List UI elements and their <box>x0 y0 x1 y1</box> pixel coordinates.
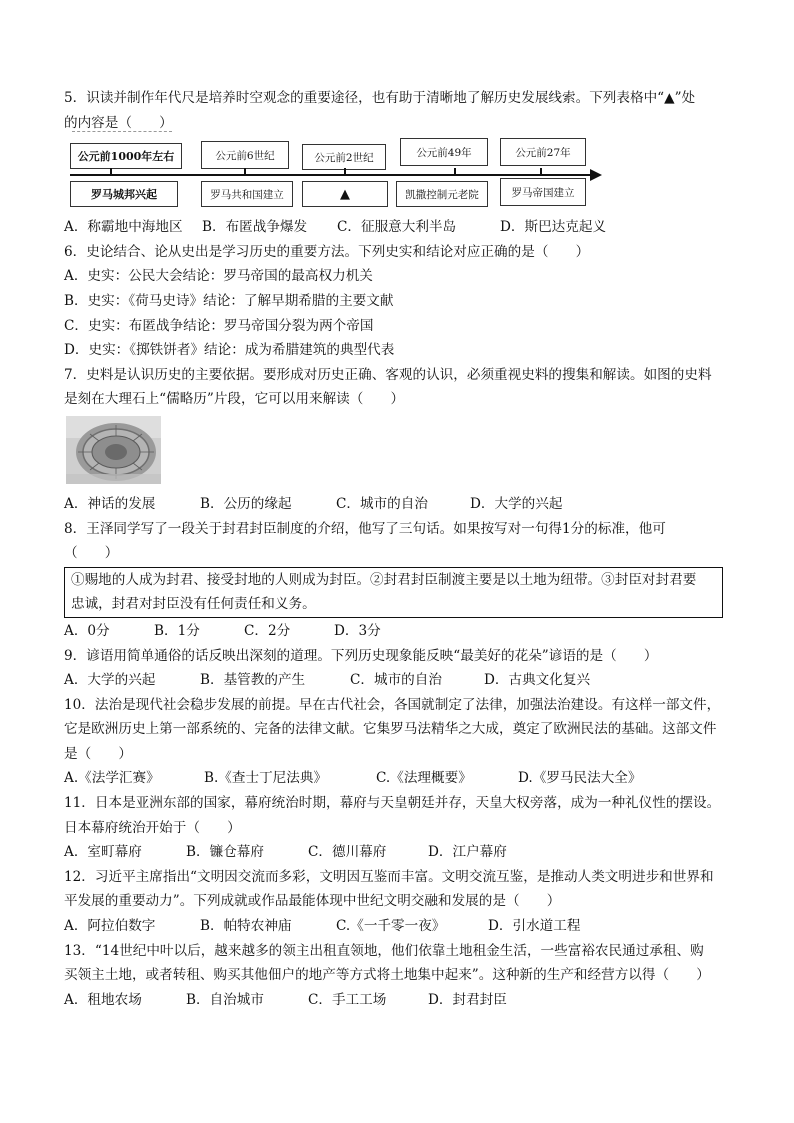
q8-options <box>64 619 740 644</box>
q9-option-b[interactable]: B．基管教的产生 <box>200 672 306 689</box>
question-13 <box>64 939 740 1013</box>
timeline-date-2: 公元前6世纪 <box>201 141 289 169</box>
timeline-axis <box>70 174 592 176</box>
q9-option-a[interactable]: A．大学的兴起 <box>64 672 156 689</box>
q11-option-c[interactable]: C．德川幕府 <box>308 844 387 861</box>
q13-stem-line2: 买领主土地，或者转租、购买其他佃户的地产等方式将土地集中起来”。这种新的生产和经营方以得（ ） <box>64 967 710 984</box>
q13-option-c[interactable]: C．手工工场 <box>308 991 387 1008</box>
timeline-date-4: 公元前49年 <box>400 138 488 166</box>
q12-stem-line1: 12．习近平主席指出“文明因交流而多彩，文明因互鉴而丰富。文明交流互鉴，是推动人类文明进步和世界和 <box>64 868 714 885</box>
q12-option-d[interactable]: D．引水道工程 <box>488 918 581 935</box>
q9-option-c[interactable]: C．城市的自治 <box>350 672 442 689</box>
q6-option-d[interactable]: D．史实：《掷铁饼者》结论：成为希腊建筑的典型代表 <box>64 342 395 359</box>
q8-stem-line1: 8．王泽同学写了一段关于封君封臣制度的介绍，他写了三句话。如果按写对一句得1分的标准，他可 <box>64 520 666 537</box>
q10-stem-line3: 是（ ） <box>64 745 132 762</box>
timeline-event-4: 凯撒控制元老院 <box>396 181 488 207</box>
q8-box-line2: 忠诚，封君对封臣没有任何责任和义务。 <box>71 596 316 613</box>
question-8 <box>64 517 740 644</box>
q9-option-d[interactable]: D．古典文化复兴 <box>484 672 591 689</box>
timeline-date-5: 公元前27年 <box>500 138 586 166</box>
q10-stem-line2: 它是欧洲历史上第一部系统的、完备的法律文献。它集罗马法精华之大成，奠定了欧洲民法的基础。这部文件 <box>64 721 717 738</box>
q6-stem: 6．史论结合、论从史出是学习历史的重要方法。下列史实和结论对应正确的是（ ） <box>64 243 590 260</box>
question-6 <box>64 240 740 363</box>
q11-option-a[interactable]: A．室町幕府 <box>64 844 142 861</box>
question-9 <box>64 644 740 693</box>
timeline-date-3: 公元前2世纪 <box>302 144 386 170</box>
q13-option-a[interactable]: A．租地农场 <box>64 991 142 1008</box>
q7-options <box>64 492 740 517</box>
q10-option-c[interactable]: C.《法理概要》 <box>376 770 472 787</box>
q12-options <box>64 914 740 939</box>
timeline-tick <box>454 168 456 176</box>
q13-stem-line1: 13．“14世纪中叶以后，越来越多的领主出租直领地，他们依靠土地租金生活，一些富裕农民通过承租、购 <box>64 942 704 959</box>
q11-options <box>64 840 740 865</box>
q7-option-b[interactable]: B．公历的缘起 <box>200 495 292 512</box>
q7-stem-line1: 7．史料是认识历史的主要依据。要形成对历史正确、客观的认识，必须重视史料的搜集和解读。如图的史料 <box>64 366 712 383</box>
q13-options <box>64 988 740 1013</box>
q7-option-c[interactable]: C．城市的自治 <box>336 495 428 512</box>
q8-statement-box <box>64 567 723 618</box>
timeline-event-5: 罗马帝国建立 <box>500 178 586 206</box>
q9-stem: 9．谚语用简单通俗的话反映出深刻的道理。下列历史现象能反映“最美好的花朵”谚语的是（ ） <box>64 647 658 664</box>
q10-options <box>64 766 740 791</box>
q12-option-a[interactable]: A．阿拉伯数字 <box>64 918 156 935</box>
q11-option-d[interactable]: D．江户幕府 <box>428 844 507 861</box>
question-12 <box>64 865 740 939</box>
q5-option-c[interactable]: C．征服意大利半岛 <box>337 219 457 236</box>
q7-option-a[interactable]: A．神话的发展 <box>64 495 156 512</box>
timeline-tick <box>110 168 112 176</box>
q7-stem-line2: 是刻在大理石上“儒略历”片段，它可以用来解读（ ） <box>64 391 405 408</box>
q12-option-b[interactable]: B．帕特农神庙 <box>200 918 292 935</box>
timeline-event-2: 罗马共和国建立 <box>201 181 293 207</box>
timeline-date-1: 公元前1000年左右 <box>70 143 182 169</box>
timeline-tick <box>244 168 246 176</box>
q5-option-b[interactable]: B．布匿战争爆发 <box>202 219 308 236</box>
q9-options <box>64 668 740 693</box>
q13-option-d[interactable]: D．封君封臣 <box>428 991 507 1008</box>
q6-option-c[interactable]: C．史实：布匿战争结论：罗马帝国分裂为两个帝国 <box>64 317 374 334</box>
q6-option-b[interactable]: B．史实：《荷马史诗》结论：了解早期希腊的主要文献 <box>64 292 394 309</box>
q11-stem-line1: 11．日本是亚洲东部的国家，幕府统治时期，幕府与天皇朝廷并存，天皇大权旁落，成为一种礼仪性的摆设。 <box>64 795 721 812</box>
q8-stem-line2: （ ） <box>64 545 119 562</box>
q7-option-d[interactable]: D．大学的兴起 <box>470 495 563 512</box>
question-10 <box>64 693 740 791</box>
q5-stem-line1: 5．识读并制作年代尺是培养时空观念的重要途径，也有助于清晰地了解历史发展线索。下列表格中“▲”处 <box>64 90 696 106</box>
q10-stem-line1: 10．法治是现代社会稳步发展的前提。早在古代社会，各国就制定了法律，加强法治建设。有这样一部文件， <box>64 696 721 713</box>
q13-option-b[interactable]: B．自治城市 <box>186 991 264 1008</box>
q10-option-b[interactable]: B.《查士丁尼法典》 <box>204 770 328 787</box>
q8-option-c[interactable]: C．2分 <box>244 622 291 639</box>
timeline-event-3-blank: ▲ <box>302 181 388 207</box>
timeline-tick <box>344 168 346 176</box>
q11-option-b[interactable]: B．镰仓幕府 <box>186 844 264 861</box>
q12-option-c[interactable]: C.《一千零一夜》 <box>336 918 446 935</box>
question-11 <box>64 791 740 865</box>
q5-stem-line2: 的内容是（ ） <box>64 114 173 131</box>
julian-calendar-stone-image <box>66 416 161 484</box>
question-7 <box>64 363 740 517</box>
q10-option-a[interactable]: A.《法学汇赛》 <box>64 770 160 787</box>
q8-option-a[interactable]: A．0分 <box>64 622 110 639</box>
q8-option-d[interactable]: D．3分 <box>334 622 381 639</box>
timeline-event-1: 罗马城邦兴起 <box>70 181 178 207</box>
q10-option-d[interactable]: D.《罗马民法大全》 <box>518 770 642 787</box>
q11-stem-line2: 日本幕府统治开始于（ ） <box>64 819 241 836</box>
q12-stem-line2: 平发展的重要动力”。下列成就或作品最能体现中世纪文明交融和发展的是（ ） <box>64 893 561 910</box>
q8-box-line1: ①赐地的人成为封君、接受封地的人则成为封臣。②封君封臣制渡主要是以土地为纽带。③封臣对封君要 <box>71 571 697 588</box>
q8-option-b[interactable]: B．1分 <box>154 622 200 639</box>
timeline-tick <box>540 168 542 176</box>
q5-options <box>64 215 740 240</box>
q5-option-a[interactable]: A．称霸地中海地区 <box>64 219 183 236</box>
q6-option-a[interactable]: A．史实：公民大会结论：罗马帝国的最高权力机关 <box>64 268 373 285</box>
q5-timeline <box>66 137 606 213</box>
exam-page <box>64 86 740 1012</box>
q5-option-d[interactable]: D．斯巴达克起义 <box>500 219 607 236</box>
question-5 <box>64 86 740 240</box>
timeline-arrow-icon <box>590 169 602 181</box>
timeline-cropped-header <box>72 131 172 138</box>
